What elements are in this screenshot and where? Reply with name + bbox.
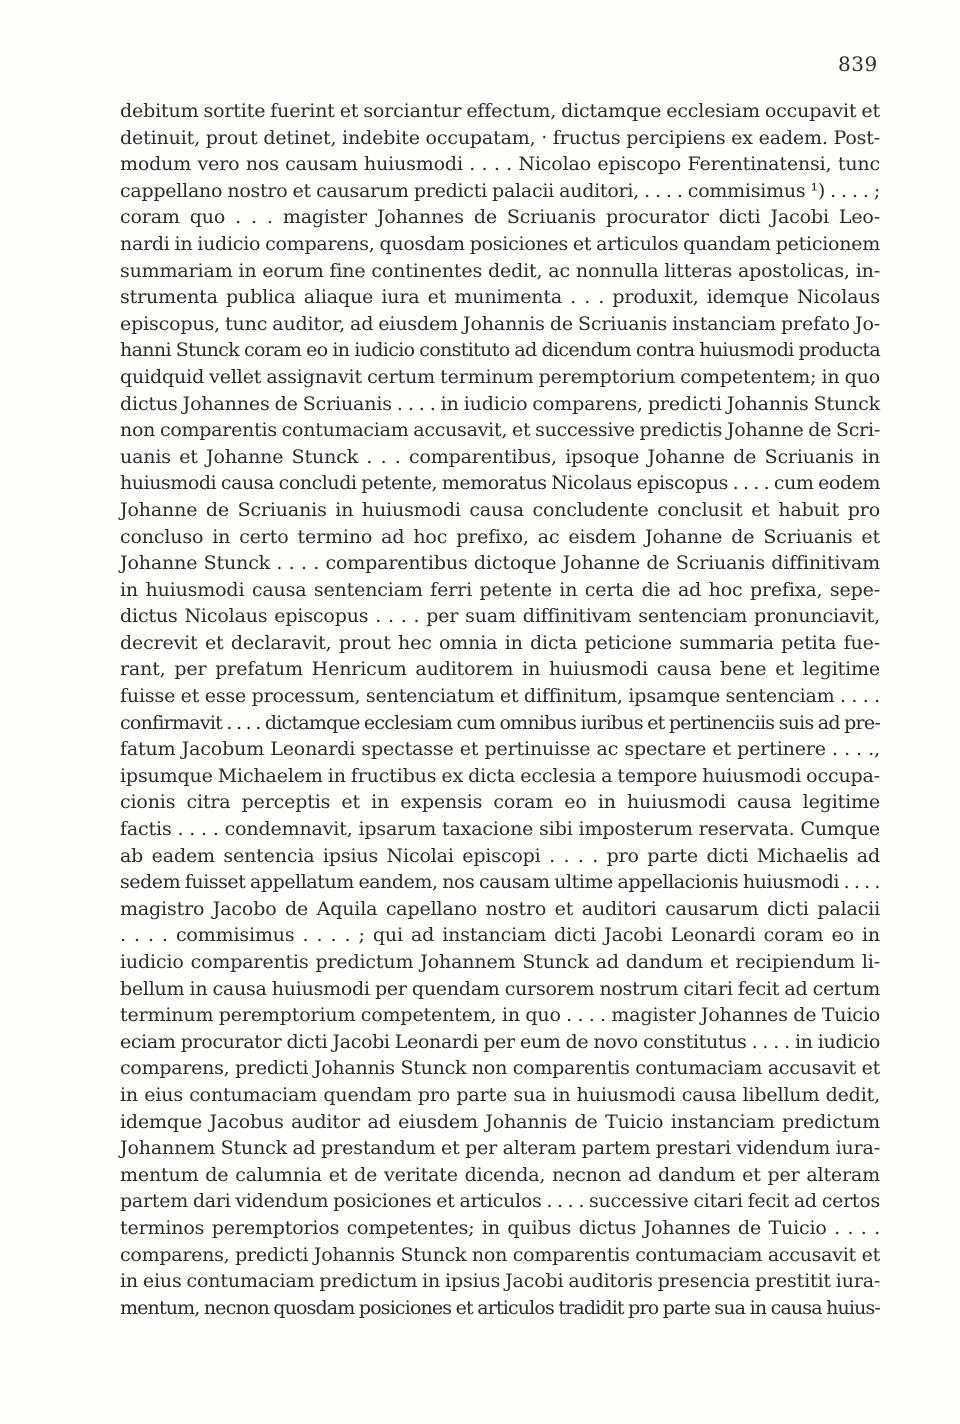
text-line: dictus Nicolaus episcopus . . . . per suam diffinitivam sentenciam pronunciavit,: [120, 605, 880, 628]
text-line: quidquid vellet assignavit certum terminum peremptorium competentem; in quo: [120, 365, 880, 388]
body-text: [120, 98, 880, 1321]
page-number: 839: [838, 52, 878, 76]
text-line: ipsumque Michaelem in fructibus ex dicta ecclesia a tempore huiusmodi occupa-: [120, 764, 880, 787]
text-line: factis . . . . condemnavit, ipsarum taxacione sibi imposterum reservata. Cumque: [120, 818, 880, 841]
text-line: uanis et Johanne Stunck . . . comparentibus, ipsoque Johanne de Scriuanis in: [120, 445, 880, 468]
text-line: terminum peremptorium competentem, in quo . . . . magister Johannes de Tuicio: [120, 1004, 880, 1027]
text-line: coram quo . . . magister Johannes de Scriuanis procurator dicti Jacobi Leo-: [120, 206, 880, 229]
text-line: fuisse et esse processum, sentenciatum et diffinitum, ipsamque sentenciam . . . .: [120, 685, 880, 708]
text-line: iudicio comparentis predictum Johannem Stunck ad dandum et recipiendum li-: [120, 951, 880, 973]
text-line: partem dari videndum posiciones et articulos . . . . successive citari fecit ad certos: [120, 1190, 880, 1213]
text-line: modum vero nos causam huiusmodi . . . . Nicolao episcopo Ferentinatensi, tunc: [120, 153, 880, 176]
text-line: detinuit, prout detinet, indebite occupatam, ‧ fructus percipiens ex eadem. Post-: [120, 126, 880, 149]
text-line: Johanne de Scriuanis in huiusmodi causa concludente conclusit et habuit pro: [120, 498, 880, 521]
text-line: summariam in eorum fine continentes dedit, ac nonnulla litteras apostolicas, in-: [120, 259, 880, 282]
text-line: Johannem Stunck ad prestandum et per alteram partem prestari videndum iura-: [120, 1137, 880, 1160]
text-line: terminos peremptorios competentes; in quibus dictus Johannes de Tuicio . . . .: [120, 1216, 880, 1239]
text-line: idemque Jacobus auditor ad eiusdem Johannis de Tuicio instanciam predictum: [120, 1110, 880, 1133]
text-line: non comparentis contumaciam accusavit, et successive predictis Johanne de Scri-: [120, 419, 880, 442]
text-line: strumenta publica aliaque iura et munimenta . . . produxit, idemque Nicolaus: [120, 286, 880, 309]
text-line: debitum sortite fuerint et sorciantur effectum, dictamque ecclesiam occupavit et: [120, 100, 880, 122]
text-line: sedem fuisset appellatum eandem, nos causam ultime appellacionis huiusmodi . . . .: [120, 871, 880, 894]
text-line: ab eadem sentencia ipsius Nicolai episcopi . . . . pro parte dicti Michaelis ad: [120, 844, 880, 867]
text-line: huiusmodi causa concludi petente, memoratus Nicolaus episcopus . . . . cum eodem: [120, 472, 880, 495]
text-line: cappellano nostro et causarum predicti palacii auditori, . . . . commisimus ¹) . . . . ;: [120, 179, 880, 202]
text-line: rant, per prefatum Henricum auditorem in huiusmodi causa bene et legitime: [120, 658, 880, 681]
text-line: bellum in causa huiusmodi per quendam cursorem nostrum citari fecit ad certum: [120, 977, 880, 1000]
text-line: comparens, predicti Johannis Stunck non comparentis contumaciam accusavit et: [120, 1243, 880, 1266]
text-line: magistro Jacobo de Aquila capellano nostro et auditori causarum dicti palacii: [120, 897, 880, 920]
text-line: in eius contumaciam predictum in ipsius Jacobi auditoris presencia prestitit iura-: [120, 1270, 881, 1293]
text-line: . . . . commisimus . . . . ; qui ad instanciam dicti Jacobi Leonardi coram eo in: [120, 924, 880, 947]
text-line: mentum de calumnia et de veritate dicenda, necnon ad dandum et per alteram: [120, 1163, 880, 1186]
text-line: cionis citra perceptis et in expensis coram eo in huiusmodi causa legitime: [120, 791, 880, 814]
text-line: Johanne Stunck . . . . comparentibus dictoque Johanne de Scriuanis diffinitivam: [120, 552, 880, 575]
text-line: episcopus, tunc auditor, ad eiusdem Johannis de Scriuanis instanciam prefato Jo-: [120, 312, 880, 335]
text-line: in eius contumaciam quendam pro parte sua in huiusmodi causa libellum dedit,: [120, 1083, 880, 1106]
text-line: eciam procurator dicti Jacobi Leonardi per eum de novo constitutus . . . . in iudicio: [120, 1030, 880, 1053]
text-line: dictus Johannes de Scriuanis . . . . in iudicio comparens, predicti Johannis Stunck: [120, 392, 880, 415]
text-line: fatum Jacobum Leonardi spectasse et pertinuisse ac spectare et pertinere . . . .,: [120, 738, 880, 761]
text-line: mentum, necnon quosdam posiciones et articulos tradidit pro parte sua in causa huius-: [120, 1296, 880, 1319]
text-line: confirmavit . . . . dictamque ecclesiam cum omnibus iuribus et pertinenciis suis ad pre-: [120, 711, 880, 734]
text-line: in huiusmodi causa sentenciam ferri petente in certa die ad hoc prefixa, sepe-: [120, 578, 880, 601]
text-line: nardi in iudicio comparens, quosdam posiciones et articulos quandam peticionem: [120, 232, 880, 255]
text-line: concluso in certo termino ad hoc prefixo, ac eisdem Johanne de Scriuanis et: [120, 525, 880, 548]
text-line: comparens, predicti Johannis Stunck non comparentis contumaciam accusavit et: [120, 1057, 880, 1080]
text-line: decrevit et declaravit, prout hec omnia in dicta peticione summaria petita fue-: [120, 631, 880, 654]
text-line: hanni Stunck coram eo in iudicio constituto ad dicendum contra huiusmodi producta: [120, 339, 880, 362]
